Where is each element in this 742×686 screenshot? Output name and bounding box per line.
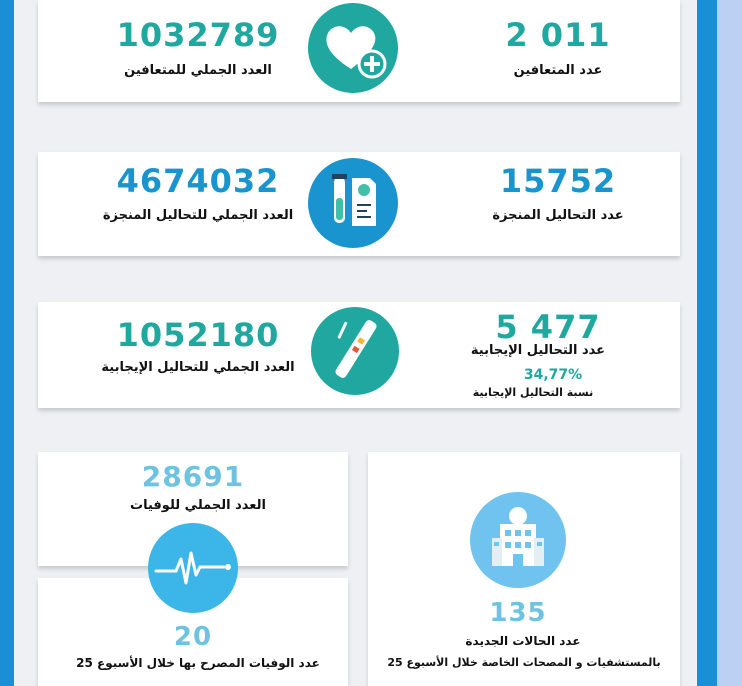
- heart-plus-icon: [308, 3, 398, 93]
- recovered-total-label: العدد الجملي للمتعافين: [124, 63, 272, 78]
- positive-tests-card: [38, 302, 680, 408]
- positive-rate-label: نسبة التحاليل الإيجابية: [472, 386, 594, 399]
- tests-daily-value: 15752: [499, 162, 617, 200]
- deaths-weekly-label: عدد الوفيات المصرح بها خلال الأسبوع 25: [76, 656, 320, 670]
- deaths-total-label: العدد الجملي للوفيات: [130, 498, 266, 513]
- deaths-weekly-value: 20: [173, 622, 213, 652]
- recovered-daily-value: 2 011: [505, 16, 611, 54]
- hospital-card: [368, 452, 680, 686]
- right-frame-strip: [717, 0, 742, 686]
- hospital-value: 135: [489, 598, 547, 628]
- recovered-daily-label: عدد المتعافين: [513, 63, 603, 78]
- tests-daily-label: عدد التحاليل المنجزة: [492, 208, 624, 223]
- recovered-card: [38, 0, 680, 102]
- positive-total-label: العدد الجملي للتحاليل الإيجابية: [101, 360, 295, 375]
- deaths-total-value: 28691: [141, 460, 245, 493]
- hospital-label-line2: بالمستشفيات و المصحات الخاصة خلال الأسبوع 25: [387, 656, 661, 669]
- positive-daily-label: عدد التحاليل الإيجابية: [470, 343, 606, 358]
- positive-daily-value: 5 477: [495, 308, 601, 346]
- right-frame-border: [697, 0, 717, 686]
- tests-total-label: العدد الجملي للتحاليل المنجزة: [102, 208, 294, 223]
- left-frame-border: [0, 0, 14, 686]
- positive-total-value: 1052180: [116, 316, 280, 354]
- tests-total-value: 4674032: [116, 162, 280, 200]
- tests-card: [38, 152, 680, 256]
- test-tube-report-icon: [308, 158, 398, 248]
- heartbeat-line-icon: [148, 523, 238, 613]
- rapid-test-icon: [311, 307, 399, 395]
- hospital-icon: [470, 492, 566, 588]
- hospital-label-line1: عدد الحالات الجديدة: [465, 634, 581, 648]
- recovered-total-value: 1032789: [116, 16, 280, 54]
- positive-rate-value: 34,77%: [523, 367, 583, 383]
